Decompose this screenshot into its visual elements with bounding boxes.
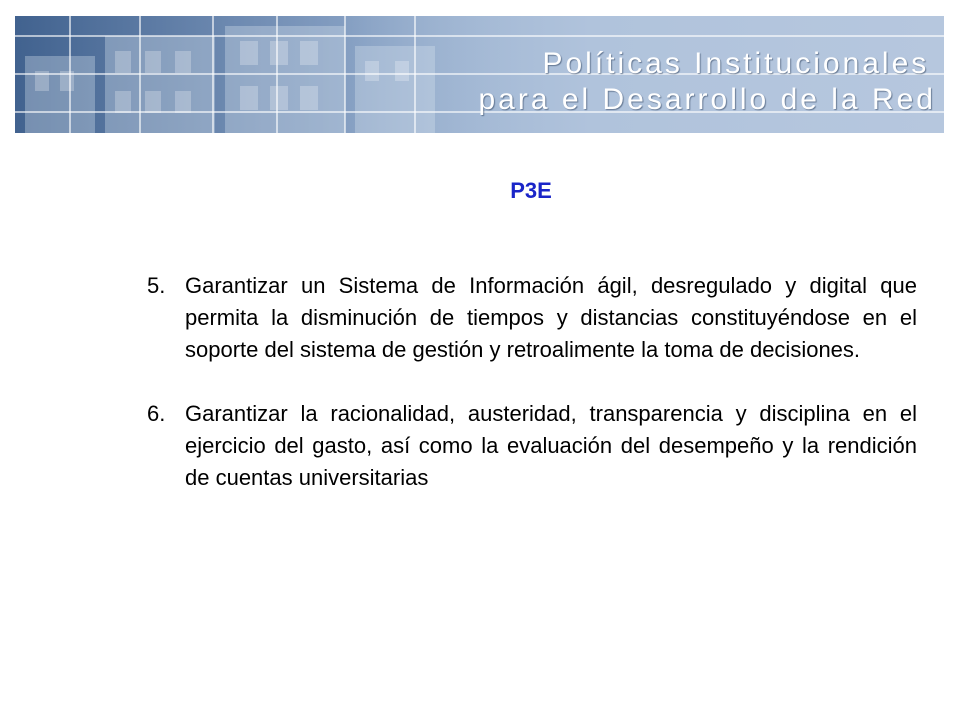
banner-title-line-2: para el Desarrollo de la Red	[478, 83, 936, 116]
numbered-list	[147, 270, 917, 526]
list-item	[147, 398, 917, 494]
list-item-number: 6.	[147, 401, 166, 426]
list-item	[147, 270, 917, 366]
banner-title-line-1: Políticas Institucionales	[542, 47, 930, 80]
list-item-number: 5.	[147, 273, 166, 298]
banner-title	[478, 46, 936, 118]
list-item-text: Garantizar un Sistema de Información ágil, desregulado y digital que permita la disminución de tiempos y distancias constituyéndose en el soporte del sistema de gestión y retroalimente la toma de decisiones.	[185, 273, 917, 362]
header-banner	[15, 16, 944, 133]
slide-title: P3E	[510, 178, 552, 203]
list-item-text: Garantizar la racionalidad, austeridad, transparencia y disciplina en el ejercicio del gasto, así como la evaluación del desempeño y la rendición de cuentas universitarias	[185, 401, 917, 490]
